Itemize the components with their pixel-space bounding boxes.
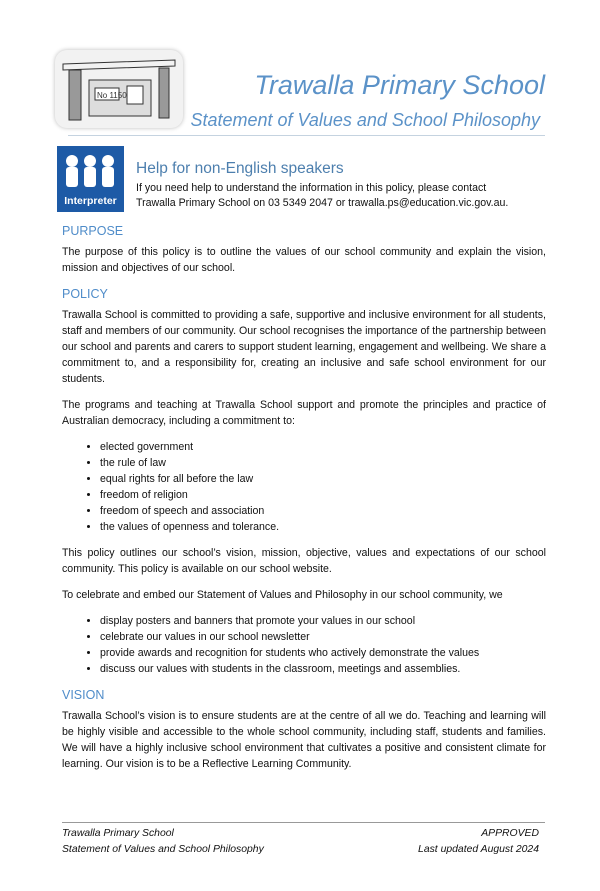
page-footer: [62, 822, 545, 858]
section-heading-vision: VISION: [62, 688, 105, 702]
help-line: Trawalla Primary School on 03 5349 2047 or trawalla.ps@education.vic.gov.au.: [136, 197, 509, 209]
celebrate-list: [62, 613, 546, 677]
list-item: • freedom of religion: [100, 487, 546, 503]
interpreter-label: Interpreter: [64, 195, 117, 207]
paragraph: Trawalla School’s vision is to ensure students are at the centre of all we do. Teaching and learning will be highly visible and accessible to the whole school community, including staff, students and families. We will have a highly inclusive school environment that cultivates a positive and consistent climate for learning. Our vision is to be a Reflective Learning Community.: [62, 710, 546, 770]
section-heading-policy: POLICY: [62, 287, 108, 301]
footer-status: APPROVED: [481, 828, 539, 839]
paragraph: Trawalla School is committed to providing a safe, supportive and inclusive environment for all students, staff and members of our community. Our school recognises the importance of the partnership between our school and parents and carers to support student learning, engagement and wellbeing. We share a commitment to, and a responsibility for, creating an inclusive and safe school environment for our students.: [62, 309, 546, 385]
list-item: • the rule of law: [100, 455, 546, 471]
header-divider: [68, 135, 545, 136]
footer-updated: Last updated August 2024: [418, 844, 539, 855]
footer-doc-title: Statement of Values and School Philosophy: [62, 844, 264, 855]
democracy-list: [62, 439, 546, 535]
paragraph: The programs and teaching at Trawalla School support and promote the principles and practice of Australian democracy, including a commitment to:: [62, 399, 546, 427]
help-line: If you need help to understand the information in this policy, please contact: [136, 182, 487, 194]
logo-number: No 1150: [97, 91, 127, 100]
list-item: • display posters and banners that promote your values in our school: [100, 613, 546, 629]
document-body: [62, 223, 546, 782]
paragraph: The purpose of this policy is to outline the values of our school community and explain the vision, mission and objectives of our school.: [62, 246, 546, 274]
school-logo: [55, 50, 183, 128]
help-text: [136, 181, 508, 211]
document-title: Trawalla Primary School: [254, 70, 545, 100]
help-heading: Help for non-English speakers: [136, 160, 344, 177]
document-subtitle: Statement of Values and School Philosophy: [190, 110, 540, 130]
list-item: • discuss our values with students in the classroom, meetings and assemblies.: [100, 661, 546, 677]
list-item: • celebrate our values in our school newsletter: [100, 629, 546, 645]
list-item: • equal rights for all before the law: [100, 471, 546, 487]
paragraph: This policy outlines our school’s vision, mission, objective, values and expectations of our school community. This policy is available on our school website.: [62, 547, 546, 575]
list-item: • elected government: [100, 439, 546, 455]
footer-school: Trawalla Primary School: [62, 828, 174, 839]
section-heading-purpose: PURPOSE: [62, 224, 124, 238]
paragraph: To celebrate and embed our Statement of Values and Philosophy in our school community, we: [62, 589, 503, 601]
interpreter-icon: [57, 146, 124, 212]
list-item: • freedom of speech and association: [100, 503, 546, 519]
list-item: • provide awards and recognition for students who actively demonstrate the values: [100, 645, 546, 661]
list-item: • the values of openness and tolerance.: [100, 519, 546, 535]
